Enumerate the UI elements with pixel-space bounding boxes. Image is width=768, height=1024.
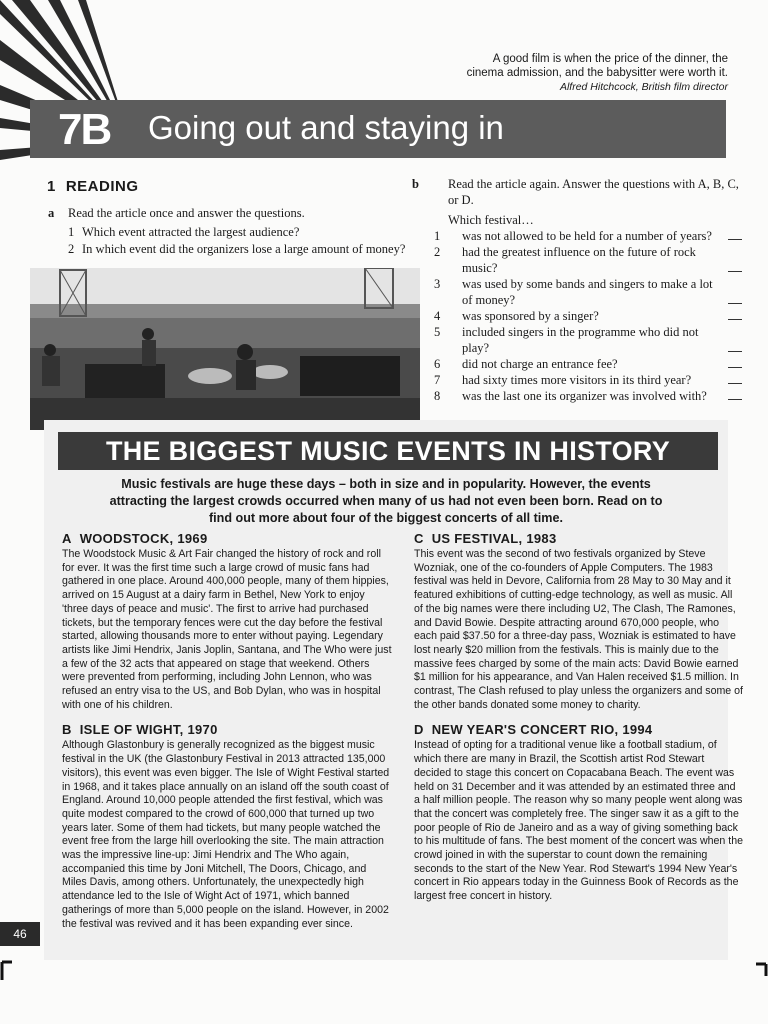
question-item: 2 In which event did the organizers lose a large amount of money? bbox=[68, 242, 406, 256]
answer-blank[interactable] bbox=[728, 351, 742, 352]
quote-line-1: A good film is when the price of the dinner, the bbox=[492, 53, 728, 65]
article-panel bbox=[44, 420, 743, 960]
page-number: 46 bbox=[0, 922, 40, 946]
unit-number: 7B bbox=[58, 105, 111, 154]
unit-banner bbox=[30, 100, 726, 158]
crop-mark-right bbox=[754, 962, 768, 978]
question-item: 8 was the last one its organizer was involved with? bbox=[430, 388, 740, 404]
exercise-a-letter: a bbox=[48, 206, 55, 220]
article-intro: Music festivals are huge these days – both in size and in popularity. However, the events attracting the largest crowds occurred when many of us had not even been born. Read on to find out more about four of the biggest concerts of all time. bbox=[109, 477, 663, 525]
unit-title: Going out and staying in bbox=[148, 109, 504, 146]
exercise-a bbox=[48, 205, 428, 258]
section-b-heading: B ISLE OF WIGHT, 1970 bbox=[62, 722, 218, 738]
section-a-heading: A WOODSTOCK, 1969 bbox=[62, 531, 208, 546]
answer-blank[interactable] bbox=[728, 303, 742, 304]
exercise-a-questions bbox=[48, 224, 428, 258]
exercise-b-instruction: Read the article again. Answer the questions with A, B, C, or D. bbox=[448, 177, 739, 207]
concert-photo bbox=[30, 268, 420, 430]
question-item: 7 had sixty times more visitors in its third year? bbox=[430, 372, 740, 388]
section-title: READING bbox=[65, 178, 139, 195]
section-d-body: Instead of opting for a traditional venue like a football stadium, of which there are many in Brazil, the Scottish artist Rod Stewart decided to stage this concert on Copacabana Beach. The event was held on 31 December and it was attended by an estimated three and a half million people. The reason why so many people went along was that the concert was completely free. The singer saw it as a gift to the poor people of Rio de Janeiro and as a way of giving something back to his multitude of fans. The best moment of the concert was when the crowd joined in with the superstar to count down the remaining seconds to the start of the New Year. Rod Stewart's 1994 New Year's concert in Rio appears today in the Guinness Book of Records as the largest free concert in history. bbox=[414, 739, 743, 903]
question-item: 4 was sponsored by a singer? bbox=[430, 308, 740, 324]
article-title: THE BIGGEST MUSIC EVENTS IN HISTORY bbox=[58, 432, 718, 470]
section-b-body: Although Glastonbury is generally recognized as the biggest music festival in the UK (the Glastonbury Festival in 2013 attracted 135,000 visitors), this event was even bigger. The Isle of Wight Festival started in 1968, and it takes place annually on an island off the south coast of England. Around 10,000 people attended the first festival, which was quite modest compared to the crowd of 600,000 that turned up two years later. Some of them had tickets, but many people watched the event free from the large hill overlooking the site. The main attraction was the impressive line-up: Jimi Hendrix and The Who again, accompanied this time by Joni Mitchell, The Doors, Chicago, and Miles Davis, among others. Unfortunately, the unexpectedly high attendance led to the Isle of Wight Act of 1971, which banned gatherings of more than 5,000 people on the island. However, in 2002 the festival was revived and it has been expanding ever since. bbox=[62, 739, 390, 930]
answer-blank[interactable] bbox=[728, 383, 742, 384]
crop-mark-left bbox=[0, 960, 14, 982]
quote-line-2: cinema admission, and the babysitter were worth it. bbox=[466, 67, 728, 79]
section-heading bbox=[47, 178, 139, 195]
question-item: 5 included singers in the programme who did not play? bbox=[430, 324, 740, 356]
exercise-b-questions bbox=[430, 228, 740, 404]
question-item: 6 did not charge an entrance fee? bbox=[430, 356, 740, 372]
question-item: 3 was used by some bands and singers to make a lot of money? bbox=[430, 276, 740, 308]
exercise-b-prompt: Which festival… bbox=[448, 213, 534, 227]
section-number: 1 bbox=[47, 178, 56, 195]
article-column-left bbox=[62, 531, 392, 941]
quote-author: Alfred Hitchcock, British film director bbox=[559, 81, 728, 93]
question-item: 2 had the greatest influence on the future of rock music? bbox=[430, 244, 740, 276]
section-c-body: This event was the second of two festivals organized by Steve Wozniak, one of the co-founders of Apple Computers. The 1983 festival was held in Devore, California from 28 May to 30 May and it featured exhibitions of cutting-edge technology, as well as music. All of the big names were there including U2, The Clash, The Ramones, and David Bowie. Despite attracting around 670,000 people, who each paid $37.50 for a three-day pass, Wozniak is estimated to have lost nearly $20 million from the festivals. This is mainly due to the massive fees charged by some of the main acts: David Bowie earned $1 million for his appearance, and Van Halen received $1.5 million. In contrast, The Clash refused to play unless the organizers and some of the other bands donated some money to charity. bbox=[414, 548, 743, 711]
exercise-a-instruction: Read the article once and answer the questions. bbox=[68, 206, 305, 220]
answer-blank[interactable] bbox=[728, 367, 742, 368]
question-item: 1 was not allowed to be held for a number of years? bbox=[430, 228, 740, 244]
section-d-heading: D NEW YEAR'S CONCERT RIO, 1994 bbox=[414, 722, 653, 738]
answer-blank[interactable] bbox=[728, 271, 742, 272]
section-c-heading: C US FESTIVAL, 1983 bbox=[414, 531, 557, 546]
answer-blank[interactable] bbox=[728, 239, 742, 240]
section-a-body: The Woodstock Music & Art Fair changed the history of rock and roll for ever. It was the first time such a large crowd of music fans had gathered in one place. Around 400,000 people, many of them hippies, arrived on 15 August at a dairy farm in Bethel, New York to enjoy 'three days of peace and music'. The first to arrive had purchased tickets, but the temporary fences were cut the day before the festival started, allowing thousands more to enter without paying. Legendary artists like Jimi Hendrix, Janis Joplin, Santana, and The Who were just a few of the 32 acts that appeared on stage that weekend. Others were prevented from performing, including John Lennon, who was refused an entry visa to the US, and Bob Dylan, who was in hospital with one of his children. bbox=[62, 548, 392, 711]
question-item: 1 Which event attracted the largest audience? bbox=[68, 225, 300, 239]
exercise-b bbox=[412, 176, 740, 404]
exercise-b-letter: b bbox=[412, 177, 419, 191]
epigraph-quote bbox=[328, 52, 728, 94]
answer-blank[interactable] bbox=[728, 399, 742, 400]
answer-blank[interactable] bbox=[728, 319, 742, 320]
article-column-right bbox=[414, 531, 744, 914]
